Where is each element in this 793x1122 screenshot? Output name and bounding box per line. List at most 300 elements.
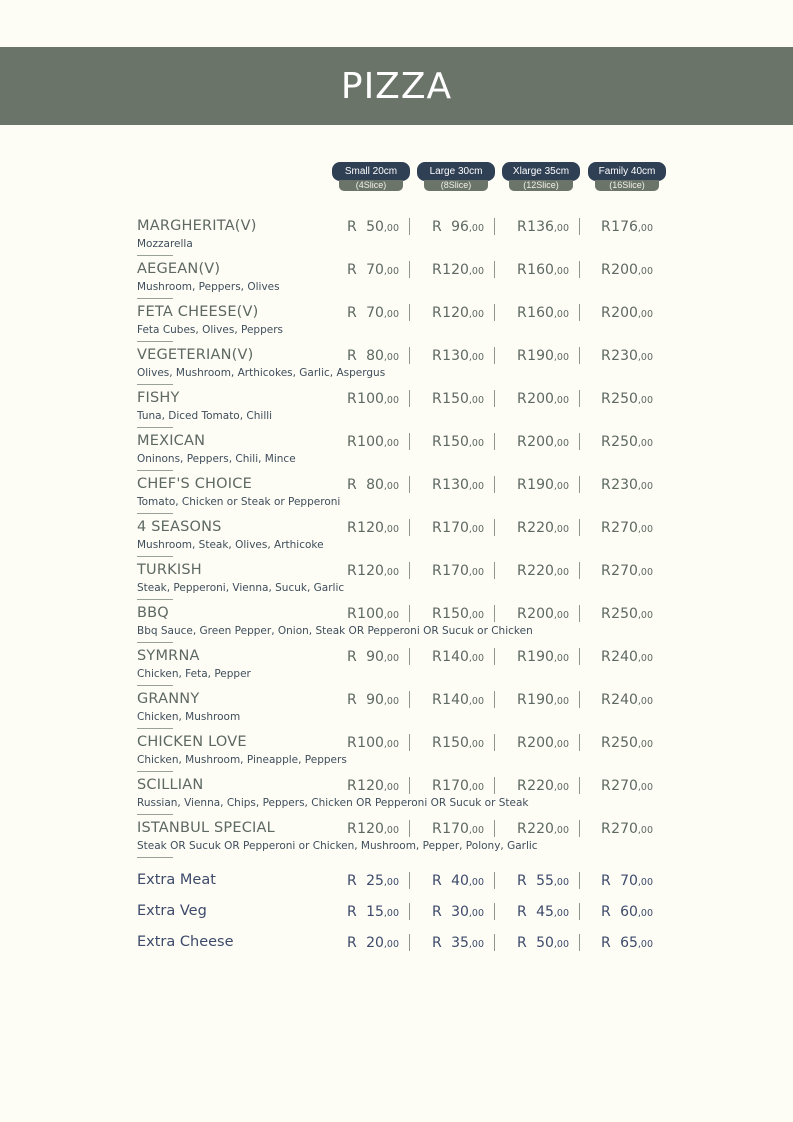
price-amount — [442, 778, 484, 794]
item-description: Mozzarella — [137, 238, 193, 250]
price-cents: ,00 — [468, 223, 484, 234]
item-description: Tomato, Chicken or Steak or Pepperoni — [137, 496, 341, 508]
currency-symbol: R — [432, 935, 442, 951]
item-name: 4 SEASONS — [137, 519, 222, 535]
price-cell — [601, 872, 665, 890]
currency-symbol: R — [601, 434, 611, 450]
price-value: 96 — [451, 219, 469, 235]
price-cell — [432, 261, 496, 279]
price-amount — [451, 873, 484, 889]
item-name: BBQ — [137, 605, 169, 621]
column-divider — [579, 261, 580, 278]
price-cents: ,00 — [468, 908, 484, 919]
price-cents: ,00 — [637, 567, 653, 578]
size-header — [502, 162, 580, 191]
price-cell — [347, 433, 411, 451]
price-value: 80 — [366, 348, 384, 364]
price-amount — [366, 649, 399, 665]
price-cents: ,00 — [468, 653, 484, 664]
menu-item — [0, 476, 793, 519]
price-cents: ,00 — [553, 908, 569, 919]
price-cents: ,00 — [383, 610, 399, 621]
price-value: 250 — [611, 606, 638, 622]
menu-item — [0, 777, 793, 820]
price-amount — [527, 735, 569, 751]
price-amount — [442, 520, 484, 536]
price-value: 140 — [442, 692, 469, 708]
price-cell — [601, 347, 665, 365]
item-name: ISTANBUL SPECIAL — [137, 820, 275, 836]
price-cents: ,00 — [553, 266, 569, 277]
price-amount — [611, 649, 653, 665]
price-amount — [527, 520, 569, 536]
column-divider — [579, 519, 580, 536]
currency-symbol: R — [601, 873, 611, 889]
price-amount — [366, 262, 399, 278]
price-amount — [442, 649, 484, 665]
price-amount — [357, 778, 399, 794]
item-description: Chicken, Mushroom, Pineapple, Peppers — [137, 754, 347, 766]
currency-symbol: R — [601, 821, 611, 837]
column-divider — [579, 903, 580, 920]
price-value: 150 — [442, 434, 469, 450]
extra-item — [0, 872, 793, 902]
column-divider — [494, 519, 495, 536]
price-cell — [517, 218, 581, 236]
item-name: FISHY — [137, 390, 180, 406]
price-cents: ,00 — [553, 782, 569, 793]
price-cents: ,00 — [383, 739, 399, 750]
currency-symbol: R — [517, 391, 527, 407]
item-divider — [137, 556, 173, 557]
price-value: 50 — [536, 935, 554, 951]
price-value: 270 — [611, 563, 638, 579]
column-divider — [494, 734, 495, 751]
price-amount — [611, 391, 653, 407]
price-cents: ,00 — [468, 352, 484, 363]
price-value: 220 — [527, 563, 554, 579]
currency-symbol: R — [432, 563, 442, 579]
column-divider — [409, 562, 410, 579]
price-cell — [517, 476, 581, 494]
price-value: 230 — [611, 477, 638, 493]
menu-item — [0, 347, 793, 390]
size-header — [588, 162, 666, 191]
price-value: 240 — [611, 692, 638, 708]
price-cents: ,00 — [468, 739, 484, 750]
item-description: Steak, Pepperoni, Vienna, Sucuk, Garlic — [137, 582, 345, 594]
price-cents: ,00 — [553, 309, 569, 320]
column-divider — [494, 347, 495, 364]
column-divider — [494, 218, 495, 235]
price-value: 136 — [527, 219, 554, 235]
price-amount — [527, 563, 569, 579]
currency-symbol: R — [601, 935, 611, 951]
currency-symbol: R — [601, 692, 611, 708]
price-cell — [517, 519, 581, 537]
price-cents: ,00 — [553, 395, 569, 406]
menu-item — [0, 304, 793, 347]
price-value: 250 — [611, 735, 638, 751]
price-cell — [432, 562, 496, 580]
price-value: 170 — [442, 520, 469, 536]
price-cents: ,00 — [637, 352, 653, 363]
column-divider — [409, 734, 410, 751]
item-name: FETA CHEESE(V) — [137, 304, 259, 320]
item-divider — [137, 255, 173, 256]
price-cell — [601, 734, 665, 752]
column-divider — [579, 562, 580, 579]
price-cell — [517, 648, 581, 666]
currency-symbol: R — [347, 778, 357, 794]
item-name: MEXICAN — [137, 433, 206, 449]
price-cell — [347, 304, 411, 322]
currency-symbol: R — [432, 520, 442, 536]
item-divider — [137, 470, 173, 471]
price-amount — [611, 434, 653, 450]
price-amount — [611, 348, 653, 364]
extra-name: Extra Meat — [137, 872, 216, 888]
currency-symbol: R — [517, 563, 527, 579]
currency-symbol: R — [517, 434, 527, 450]
price-cents: ,00 — [383, 877, 399, 888]
price-cell — [432, 433, 496, 451]
price-cents: ,00 — [383, 438, 399, 449]
price-amount — [620, 935, 653, 951]
price-value: 120 — [442, 305, 469, 321]
currency-symbol: R — [347, 348, 357, 364]
price-cents: ,00 — [468, 610, 484, 621]
item-description: Bbq Sauce, Green Pepper, Onion, Steak OR Pepperoni OR Sucuk or Chicken — [137, 625, 533, 637]
price-amount — [611, 778, 653, 794]
price-cents: ,00 — [553, 739, 569, 750]
price-cents: ,00 — [553, 877, 569, 888]
price-cell — [347, 691, 411, 709]
item-description: Russian, Vienna, Chips, Peppers, Chicken OR Pepperoni OR Sucuk or Steak — [137, 797, 529, 809]
price-cell — [601, 648, 665, 666]
slice-count: (8Slice) — [424, 180, 488, 191]
column-divider — [409, 519, 410, 536]
price-cents: ,00 — [553, 653, 569, 664]
column-divider — [409, 304, 410, 321]
price-cell — [517, 347, 581, 365]
price-value: 190 — [527, 477, 554, 493]
price-amount — [451, 904, 484, 920]
price-value: 200 — [527, 606, 554, 622]
column-divider — [409, 777, 410, 794]
item-divider — [137, 427, 173, 428]
slice-count: (4Slice) — [339, 180, 403, 191]
price-value: 190 — [527, 649, 554, 665]
price-cents: ,00 — [383, 309, 399, 320]
menu-item — [0, 648, 793, 691]
price-value: 100 — [357, 735, 384, 751]
price-amount — [536, 935, 569, 951]
currency-symbol: R — [347, 935, 357, 951]
price-cell — [432, 347, 496, 365]
price-value: 40 — [451, 873, 469, 889]
price-value: 240 — [611, 649, 638, 665]
price-cents: ,00 — [468, 309, 484, 320]
menu-item — [0, 691, 793, 734]
currency-symbol: R — [517, 219, 527, 235]
price-amount — [611, 692, 653, 708]
price-amount — [527, 477, 569, 493]
price-cell — [347, 648, 411, 666]
price-amount — [527, 305, 569, 321]
price-cell — [432, 605, 496, 623]
column-divider — [409, 605, 410, 622]
currency-symbol: R — [517, 606, 527, 622]
price-cell — [517, 820, 581, 838]
currency-symbol: R — [601, 477, 611, 493]
price-value: 45 — [536, 904, 554, 920]
price-cell — [601, 390, 665, 408]
price-value: 170 — [442, 778, 469, 794]
column-divider — [494, 691, 495, 708]
price-amount — [527, 391, 569, 407]
price-value: 220 — [527, 821, 554, 837]
price-cents: ,00 — [553, 939, 569, 950]
item-name: AEGEAN(V) — [137, 261, 221, 277]
item-name: MARGHERITA(V) — [137, 218, 257, 234]
slice-count: (16Slice) — [595, 180, 659, 191]
currency-symbol: R — [601, 305, 611, 321]
price-cents: ,00 — [383, 696, 399, 707]
column-divider — [494, 390, 495, 407]
item-divider — [137, 857, 173, 858]
price-cell — [432, 777, 496, 795]
price-amount — [527, 348, 569, 364]
currency-symbol: R — [601, 262, 611, 278]
currency-symbol: R — [432, 649, 442, 665]
currency-symbol: R — [432, 735, 442, 751]
price-cell — [347, 872, 411, 890]
price-cents: ,00 — [637, 782, 653, 793]
price-cents: ,00 — [637, 266, 653, 277]
price-cents: ,00 — [468, 395, 484, 406]
item-name: CHICKEN LOVE — [137, 734, 247, 750]
size-header — [332, 162, 410, 191]
column-divider — [409, 934, 410, 951]
price-amount — [357, 391, 399, 407]
price-cell — [347, 903, 411, 921]
price-value: 150 — [442, 606, 469, 622]
size-label: Large 30cm — [417, 162, 495, 181]
price-cents: ,00 — [468, 481, 484, 492]
price-amount — [442, 477, 484, 493]
currency-symbol: R — [432, 904, 442, 920]
currency-symbol: R — [347, 520, 357, 536]
price-value: 55 — [536, 873, 554, 889]
currency-symbol: R — [432, 434, 442, 450]
price-cents: ,00 — [383, 266, 399, 277]
price-cents: ,00 — [383, 908, 399, 919]
item-name: CHEF'S CHOICE — [137, 476, 252, 492]
price-amount — [611, 735, 653, 751]
price-cell — [347, 218, 411, 236]
price-amount — [357, 821, 399, 837]
price-cell — [601, 519, 665, 537]
price-cents: ,00 — [637, 739, 653, 750]
price-value: 200 — [611, 305, 638, 321]
price-cents: ,00 — [383, 653, 399, 664]
price-value: 70 — [366, 262, 384, 278]
price-value: 270 — [611, 778, 638, 794]
price-cents: ,00 — [383, 825, 399, 836]
price-amount — [442, 305, 484, 321]
price-value: 35 — [451, 935, 469, 951]
price-cents: ,00 — [468, 524, 484, 535]
column-divider — [579, 648, 580, 665]
price-amount — [366, 219, 399, 235]
price-cell — [432, 872, 496, 890]
price-value: 20 — [366, 935, 384, 951]
price-amount — [536, 873, 569, 889]
currency-symbol: R — [601, 219, 611, 235]
price-amount — [451, 219, 484, 235]
price-value: 176 — [611, 219, 638, 235]
item-description: Mushroom, Steak, Olives, Arthicoke — [137, 539, 324, 551]
price-cell — [517, 261, 581, 279]
price-cell — [432, 648, 496, 666]
price-amount — [357, 735, 399, 751]
price-cents: ,00 — [637, 653, 653, 664]
currency-symbol: R — [347, 735, 357, 751]
price-cents: ,00 — [553, 481, 569, 492]
price-cents: ,00 — [637, 825, 653, 836]
price-cell — [601, 218, 665, 236]
price-amount — [527, 606, 569, 622]
item-divider — [137, 685, 173, 686]
price-cell — [432, 903, 496, 921]
price-amount — [442, 692, 484, 708]
title-banner — [0, 47, 793, 125]
menu-item — [0, 820, 793, 863]
price-value: 120 — [442, 262, 469, 278]
currency-symbol: R — [347, 821, 357, 837]
price-value: 200 — [527, 391, 554, 407]
price-cell — [432, 691, 496, 709]
currency-symbol: R — [517, 821, 527, 837]
price-value: 15 — [366, 904, 384, 920]
currency-symbol: R — [517, 778, 527, 794]
price-value: 25 — [366, 873, 384, 889]
column-divider — [579, 390, 580, 407]
item-name: SCILLIAN — [137, 777, 204, 793]
price-cents: ,00 — [637, 877, 653, 888]
column-divider — [494, 903, 495, 920]
menu-item — [0, 218, 793, 261]
price-amount — [527, 219, 569, 235]
price-cents: ,00 — [637, 395, 653, 406]
currency-symbol: R — [517, 649, 527, 665]
price-cents: ,00 — [383, 352, 399, 363]
column-divider — [579, 934, 580, 951]
column-divider — [409, 903, 410, 920]
price-value: 190 — [527, 692, 554, 708]
currency-symbol: R — [601, 735, 611, 751]
price-value: 190 — [527, 348, 554, 364]
item-name: VEGETERIAN(V) — [137, 347, 254, 363]
price-value: 90 — [366, 649, 384, 665]
price-cents: ,00 — [468, 782, 484, 793]
price-cell — [517, 433, 581, 451]
column-divider — [579, 872, 580, 889]
column-divider — [494, 261, 495, 278]
column-divider — [494, 433, 495, 450]
price-cell — [347, 347, 411, 365]
column-divider — [494, 605, 495, 622]
currency-symbol: R — [517, 735, 527, 751]
item-divider — [137, 642, 173, 643]
currency-symbol: R — [347, 692, 357, 708]
price-value: 170 — [442, 821, 469, 837]
price-value: 150 — [442, 391, 469, 407]
item-name: GRANNY — [137, 691, 200, 707]
price-cents: ,00 — [383, 481, 399, 492]
price-cell — [432, 734, 496, 752]
currency-symbol: R — [432, 821, 442, 837]
size-label: Xlarge 35cm — [502, 162, 580, 181]
price-cents: ,00 — [553, 610, 569, 621]
currency-symbol: R — [517, 873, 527, 889]
menu-item — [0, 519, 793, 562]
price-cell — [601, 903, 665, 921]
price-value: 220 — [527, 778, 554, 794]
column-divider — [409, 347, 410, 364]
column-divider — [409, 691, 410, 708]
column-divider — [409, 433, 410, 450]
price-value: 200 — [527, 735, 554, 751]
price-value: 160 — [527, 262, 554, 278]
price-cents: ,00 — [637, 524, 653, 535]
price-cell — [517, 734, 581, 752]
price-cell — [517, 934, 581, 952]
currency-symbol: R — [347, 873, 357, 889]
price-amount — [620, 873, 653, 889]
currency-symbol: R — [432, 348, 442, 364]
price-cell — [601, 261, 665, 279]
price-amount — [442, 348, 484, 364]
price-cents: ,00 — [637, 223, 653, 234]
price-amount — [611, 305, 653, 321]
column-divider — [494, 872, 495, 889]
item-divider — [137, 513, 173, 514]
price-cents: ,00 — [637, 696, 653, 707]
price-cell — [347, 562, 411, 580]
price-cents: ,00 — [383, 395, 399, 406]
price-amount — [536, 904, 569, 920]
currency-symbol: R — [347, 262, 357, 278]
column-divider — [494, 648, 495, 665]
currency-symbol: R — [432, 305, 442, 321]
price-cents: ,00 — [468, 696, 484, 707]
price-cell — [347, 261, 411, 279]
currency-symbol: R — [601, 348, 611, 364]
price-cell — [347, 605, 411, 623]
currency-symbol: R — [432, 778, 442, 794]
price-amount — [442, 735, 484, 751]
column-divider — [579, 476, 580, 493]
column-divider — [494, 820, 495, 837]
price-amount — [442, 391, 484, 407]
price-amount — [366, 904, 399, 920]
menu-item — [0, 605, 793, 648]
price-cents: ,00 — [383, 939, 399, 950]
currency-symbol: R — [432, 606, 442, 622]
price-amount — [357, 520, 399, 536]
